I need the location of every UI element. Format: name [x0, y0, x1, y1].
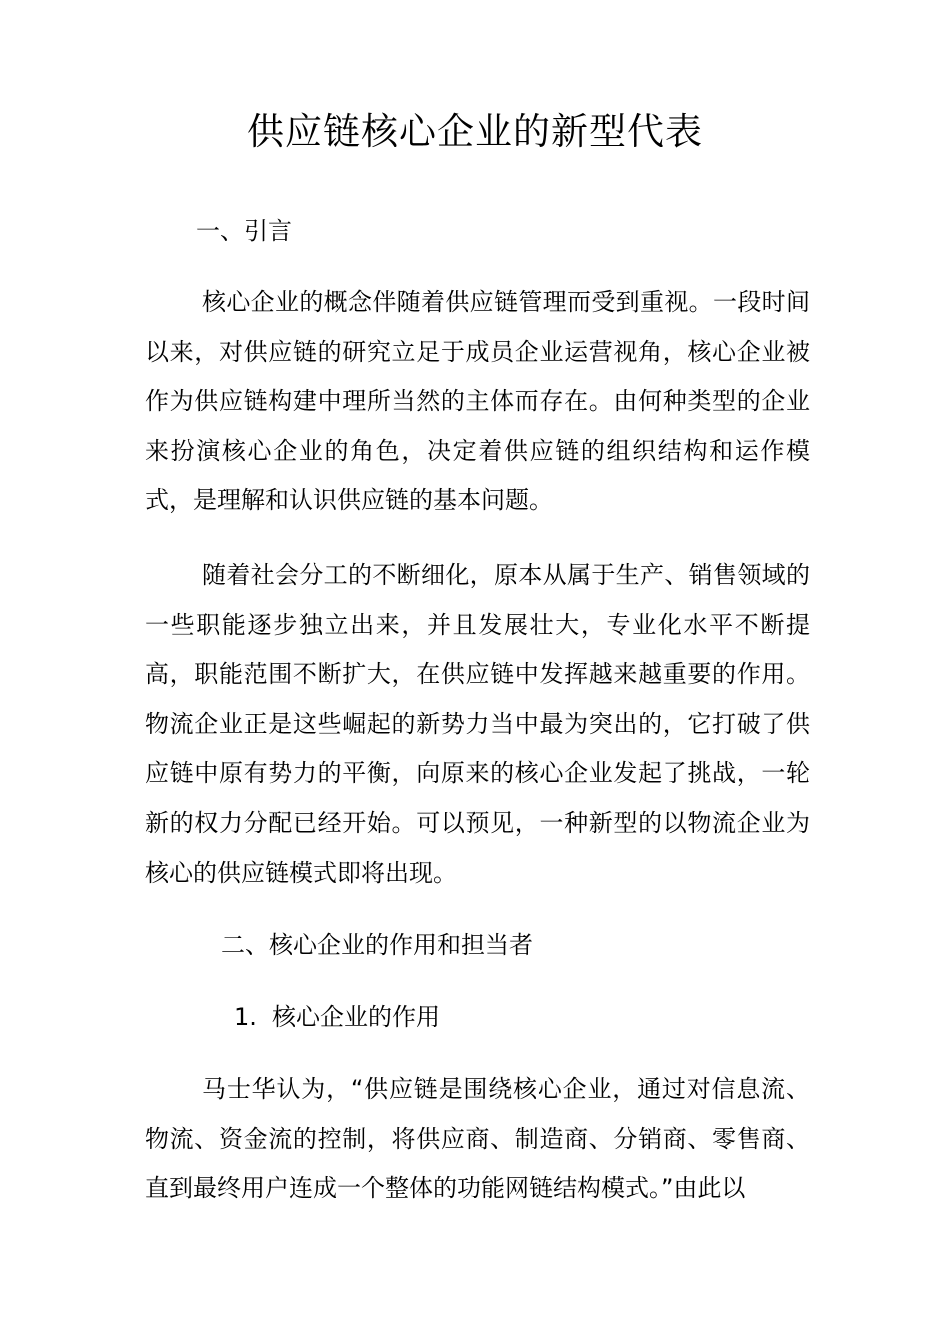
section-heading-introduction: 一、引言: [196, 217, 292, 245]
paragraph-ma-shihua-definition: 马士华认为，“供应链是围绕核心企业，通过对信息流、物流、资金流的控制，将供应商、制造商、分销商、零售商、直到最终用户连成一个整体的功能网链结构模式。”由此以: [145, 1075, 810, 1203]
subsection-number: 1.: [234, 1003, 257, 1031]
section-heading-core-enterprise-role: 二、核心企业的作用和担当者: [221, 931, 533, 959]
document-title: 供应链核心企业的新型代表: [247, 110, 703, 153]
subsection-title: 核心企业的作用: [272, 1003, 440, 1031]
subsection-heading: [234, 1001, 440, 1033]
paragraph-social-division-of-labor: 随着社会分工的不断细化，原本从属于生产、销售领域的一些职能逐步独立出来，并且发展壮大，专业化水平不断提高，职能范围不断扩大，在供应链中发挥越来越重要的作用。物流企业正是这些崛起的新势力当中最为突出的，它打破了供应链中原有势力的平衡，向原来的核心企业发起了挑战，一轮新的权力分配已经开始。可以预见，一种新型的以物流企业为核心的供应链模式即将出现。: [145, 561, 810, 887]
paragraph-core-enterprise-concept: 核心企业的概念伴随着供应链管理而受到重视。一段时间以来，对供应链的研究立足于成员企业运营视角，核心企业被作为供应链构建中理所当然的主体而存在。由何种类型的企业来扮演核心企业的角色，决定着供应链的组织结构和运作模式，是理解和认识供应链的基本问题。: [145, 288, 810, 515]
